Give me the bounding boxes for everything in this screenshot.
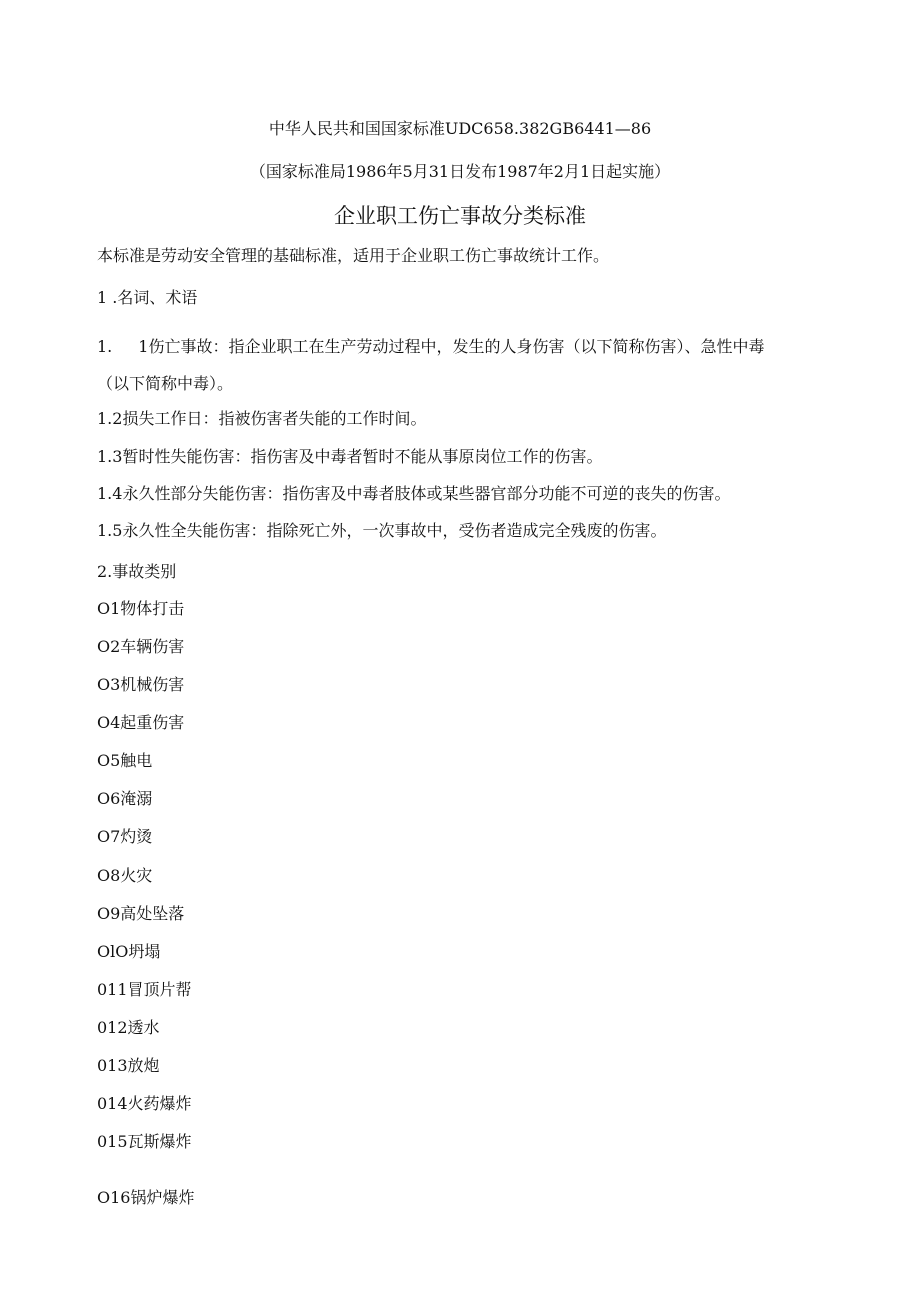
category-item: O1物体打击 [97, 599, 185, 618]
category-item: O9高处坠落 [97, 904, 185, 923]
category-item: 012透水 [97, 1018, 160, 1037]
category-item: 011冒顶片帮 [97, 980, 192, 999]
category-item: 015瓦斯爆炸 [97, 1132, 192, 1151]
category-item: O8火灾 [97, 866, 153, 885]
category-item: 014火药爆炸 [97, 1094, 192, 1113]
item-1-4: 1.4永久性部分失能伤害：指伤害及中毒者肢体或某些器官部分功能不可逆的丧失的伤害。 [97, 484, 731, 503]
category-item: O6淹溺 [97, 789, 153, 808]
category-item: 013放炮 [97, 1056, 160, 1075]
item-1-3: 1.3暂时性失能伤害：指伤害及中毒者暂时不能从事原岗位工作的伤害。 [97, 447, 603, 466]
page-title: 企业职工伤亡事故分类标准 [334, 204, 586, 228]
category-item: O3机械伤害 [97, 675, 185, 694]
item-1-1 [97, 337, 764, 357]
category-item: O4起重伤害 [97, 713, 185, 732]
item-1-1-text: 1伤亡事故：指企业职工在生产劳动过程中，发生的人身伤害（以下简称伤害）、急性中毒 [138, 337, 765, 356]
section-2-heading: 2.事故类别 [97, 562, 177, 581]
category-item: OlO坍塌 [97, 942, 161, 961]
category-item: O7灼烫 [97, 827, 153, 846]
category-item: O5触电 [97, 751, 153, 770]
item-1-1-continuation: （以下简称中毒）。 [97, 374, 234, 393]
item-1-5: 1.5永久性全失能伤害：指除死亡外，一次事故中，受伤者造成完全残废的伤害。 [97, 521, 667, 540]
intro-paragraph: 本标准是劳动安全管理的基础标准，适用于企业职工伤亡事故统计工作。 [97, 246, 610, 265]
issue-line: （国家标准局1986年5月31日发布1987年2月1日起实施） [249, 162, 671, 181]
item-1-2: 1.2损失工作日：指被伤害者失能的工作时间。 [97, 409, 427, 428]
section-1-heading: 1 .名词、术语 [97, 288, 198, 307]
category-item: O2车辆伤害 [97, 637, 185, 656]
standard-line: 中华人民共和国国家标准UDC658.382GB6441—86 [268, 119, 652, 138]
category-item: O16锅炉爆炸 [97, 1188, 195, 1207]
item-1-1-number: 1. [97, 337, 113, 356]
